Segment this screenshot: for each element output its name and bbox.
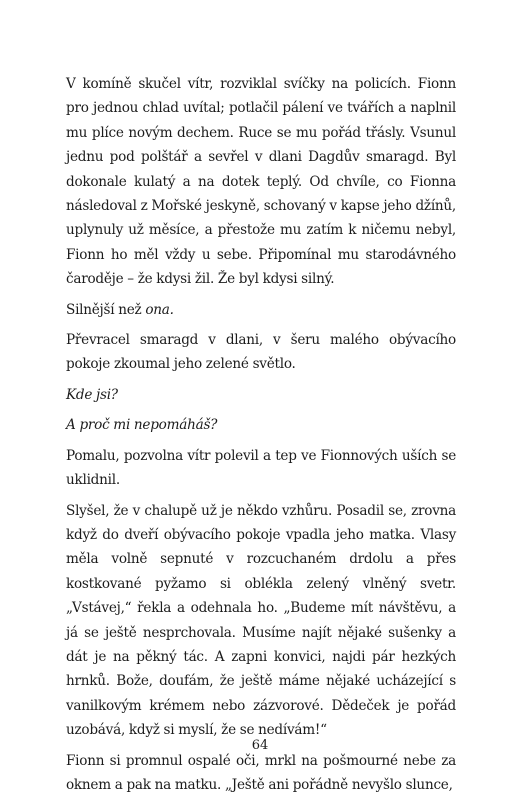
paragraph-1: V komíně skučel vítr, rozviklal svíčky na policích. Fionn pro jednou chlad uvítal; potlačil pálení ve tvářích a naplnil mu plíce novým dechem. Ruce se mu pořád třásly. Vsunul jednu pod polštář a sevřel v dlani Dagdův smaragd. Byl dokonale kulatý a na dotek teplý. Od chvíle, co Fionna následoval z Mořské jeskyně, schovaný v kapse jeho džínů, uplynuly už měsíce, a přestože mu zatím k ničemu nebyl, Fionn ho měl vždy u sebe. Připomínal mu starodávného čaroděje – že kdysi žil. Že byl kdysi silný.	[66, 76, 456, 288]
paragraph-8: Fionn si promnul ospalé oči, mrkl na pošmourné nebe za oknem a pak na matku. „Ještě ani pořádně nevyšlo slunce,	[66, 752, 456, 793]
paragraph-2-text: Silnější než	[66, 301, 146, 318]
page-number: 64	[251, 738, 269, 753]
paragraph-7: Slyšel, že v chalupě už je někdo vzhůru. Posadil se, zrovna když do dveří obývacího pokoje vpadla jeho matka. Vlasy měla volně sepnuté v rozcuchaném drdolu a přes kostkované pyžamo si oblékla zelený vlněný svetr. „Vstávej,“ řekla a odehnala ho. „Budeme mít návštěvu, a já se ještě nesprchovala. Musíme najít nějaké sušenky a dát je na pěkný tác. A zapni konvici, najdi pár hezkých hrnků. Bože, doufám, že ještě máme nějaké ucházející s vanilkovým krémem nebo zázvorové. Dědeček je pořád uzobává, když si myslí, že se nedívám!“	[66, 502, 456, 739]
paragraph-2-emphasis: ona.	[145, 301, 174, 318]
paragraph-2	[66, 298, 456, 322]
paragraph-3: Převracel smaragd v dlani, v šeru malého obývacího pokoje zkoumal jeho zelené světlo.	[66, 332, 456, 373]
paragraph-5-emphasis: A proč mi nepomáháš?	[66, 417, 218, 434]
body-text	[66, 72, 456, 803]
paragraph-5	[66, 413, 456, 437]
paragraph-4	[66, 383, 456, 407]
paragraph-6: Pomalu, pozvolna vítr polevil a tep ve Fionnových uších se uklidnil.	[66, 447, 456, 489]
paragraph-4-emphasis: Kde jsi?	[66, 386, 118, 403]
